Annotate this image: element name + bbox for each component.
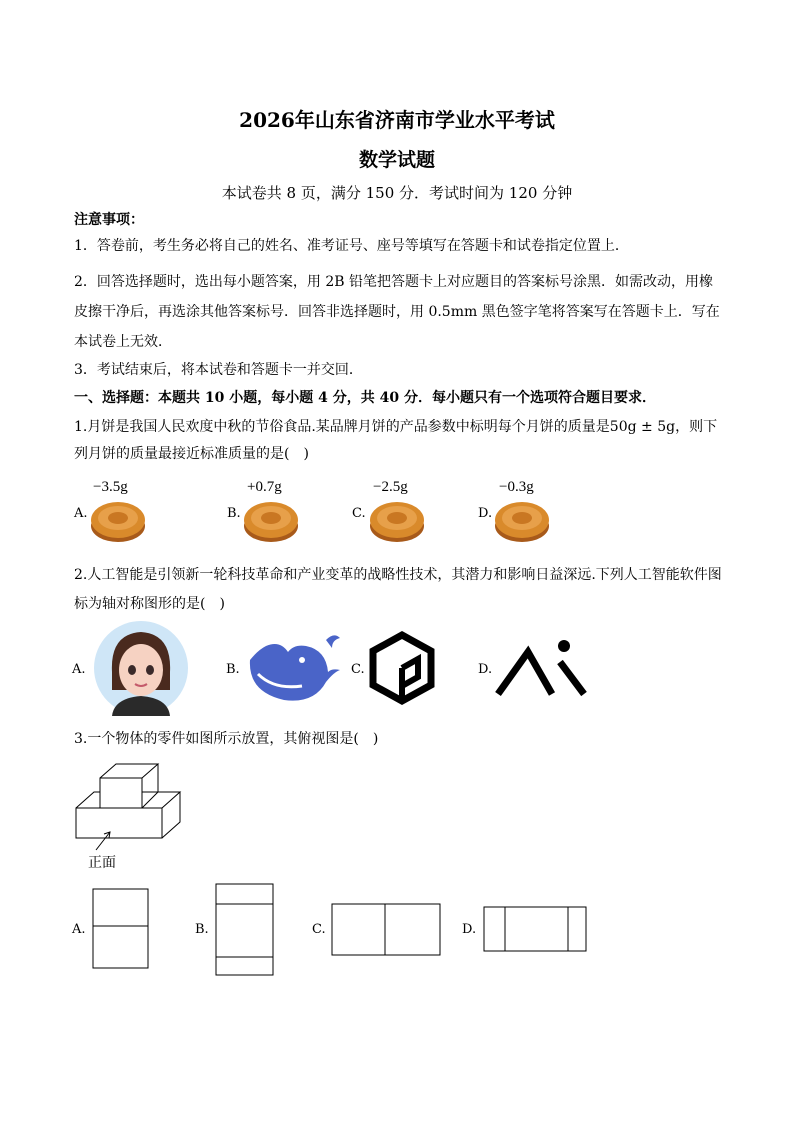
option-b-label: B.: [195, 922, 209, 937]
notice-item-2: 2．回答选择题时，选出每小题答案，用 2B 铅笔把答题卡上对应题目的答案标号涂黑．如需改动，用橡皮擦干净后，再选涂其他答案标号．回答非选择题时，用 0.5mm 黑色签字笔将答案写在答题卡上．写在本试卷上无效．: [74, 274, 720, 350]
mooncake-icon: [368, 496, 426, 544]
option-c-label: C.: [351, 662, 365, 677]
mooncake-icon: [89, 496, 147, 544]
option-a-label: A.: [72, 662, 86, 677]
section-heading: 一、选择题：本题共 10 小题，每小题 4 分，共 40 分．每小题只有一个选项符合题目要求．: [74, 390, 656, 406]
exam-title: 2026年山东省济南市学业水平考试: [239, 108, 555, 132]
whale-icon: [244, 630, 344, 706]
option-a-figure: [92, 888, 150, 970]
exam-subtitle: 数学试题: [358, 149, 435, 171]
front-label: 正面: [88, 855, 116, 871]
notice-item-1: 1．答卷前，考生务必将自己的姓名、准考证号、座号等填写在答题卡和试卷指定位置上．: [74, 238, 629, 254]
option-a-value: −3.5g: [93, 479, 128, 495]
option-c-label: C.: [352, 506, 366, 521]
option-c-label: C.: [312, 922, 326, 937]
option-c-figure: [331, 903, 443, 957]
option-b-figure: [215, 883, 275, 977]
notice-item-3: 3．考试结束后，将本试卷和答题卡一并交回．: [74, 362, 363, 378]
option-b-value: +0.7g: [247, 479, 282, 495]
mooncake-icon: [493, 496, 551, 544]
ai-logo-icon: [494, 638, 590, 698]
option-a-label: A.: [72, 922, 86, 937]
question-3-text: 3.一个物体的零件如图所示放置，其俯视图是( ): [74, 731, 379, 747]
option-a-label: A.: [74, 506, 88, 521]
option-d-figure: [483, 906, 589, 954]
question-1-text: 1.月饼是我国人民欢度中秋的节俗食品.某品牌月饼的产品参数中标明每个月饼的质量是50g ± 5g，则下列月饼的质量最接近标准质量的是( ): [74, 419, 718, 462]
option-b-label: B.: [226, 662, 240, 677]
question-2-text: 2.人工智能是引领新一轮科技革命和产业变革的战略性技术，其潜力和影响日益深远.下列人工智能软件图标为轴对称图形的是( ): [74, 567, 722, 612]
option-b-label: B.: [227, 506, 241, 521]
option-d-value: −0.3g: [499, 479, 534, 495]
notice-heading: 注意事项：: [74, 212, 144, 228]
hexagon-cube-icon: [368, 630, 436, 706]
option-d-label: D.: [478, 506, 493, 521]
mooncake-icon: [242, 496, 300, 544]
avatar-icon: [92, 620, 190, 716]
option-c-value: −2.5g: [373, 479, 408, 495]
option-d-label: D.: [462, 922, 477, 937]
exam-info: 本试卷共 8 页，满分 150 分．考试时间为 120 分钟: [221, 184, 573, 202]
option-d-label: D.: [478, 662, 493, 677]
